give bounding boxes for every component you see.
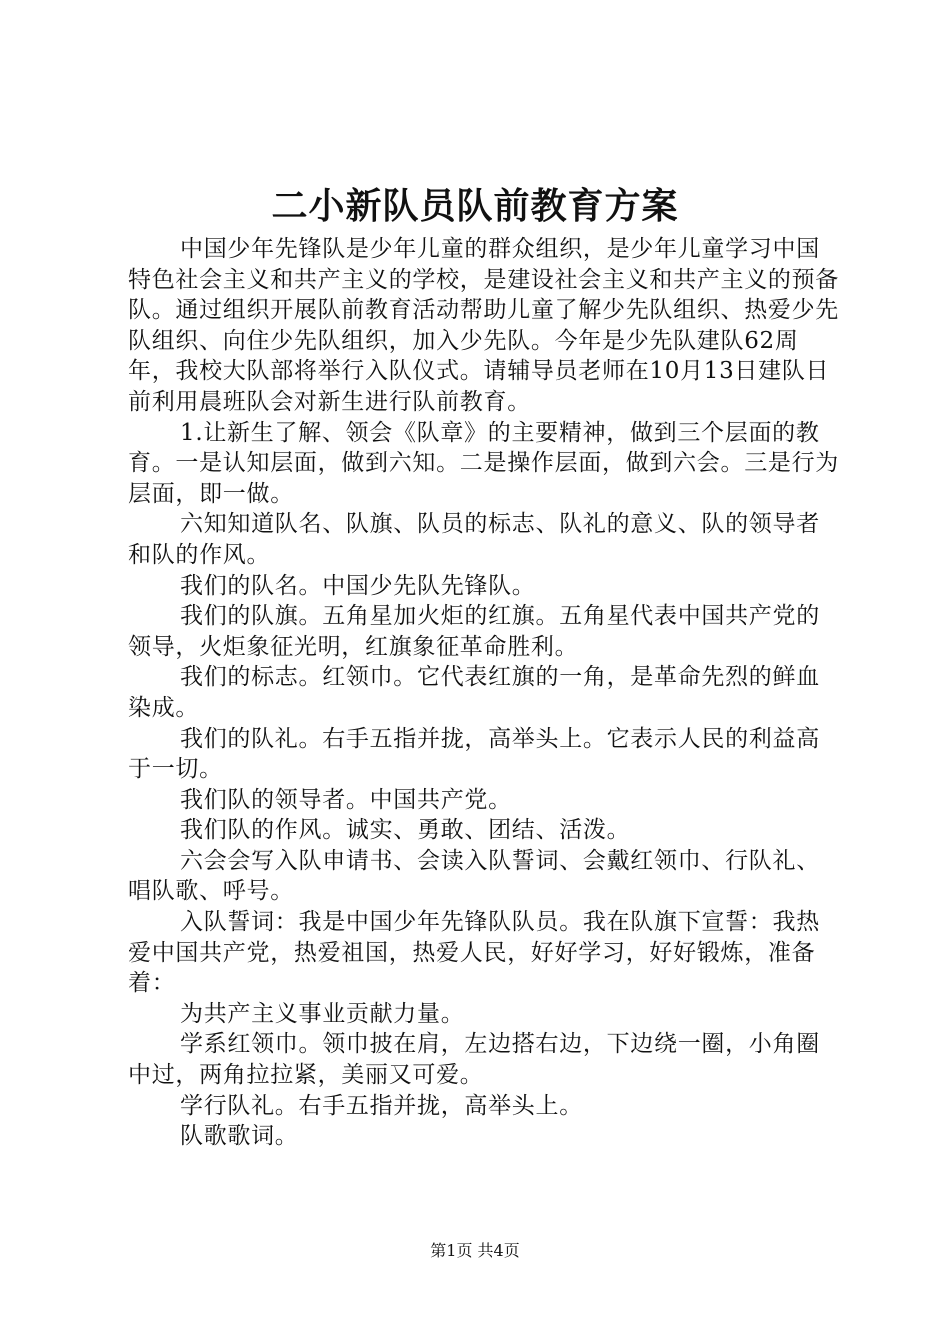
paragraph: 1.让新生了解、领会《队章》的主要精神，做到三个层面的教育。一是认知层面，做到六知。二是操作层面，做到六会。三是行为层面，即一做。 <box>128 419 839 507</box>
document-title: 二小新队员队前教育方案 <box>271 186 679 227</box>
paragraph: 我们队的作风。诚实、勇敢、团结、活泼。 <box>180 817 631 844</box>
paragraph: 入队誓词：我是中国少年先锋队队员。我在队旗下宣誓：我热爱中国共产党，热爱祖国，热爱人民，好好学习，好好锻炼，准备着： <box>128 909 820 997</box>
document-body <box>128 234 840 1152</box>
paragraph: 中国少年先锋队是少年儿童的群众组织，是少年儿童学习中国特色社会主义和共产主义的学校，是建设社会主义和共产主义的预备队。通过组织开展队前教育活动帮助儿童了解少先队组织、热爱少先队组织、向住少先队组织，加入少先队。今年是少先队建队62周年，我校大队部将举行入队仪式。请辅导员老师在10月13日建队日前利用晨班队会对新生进行队前教育。 <box>128 236 839 415</box>
paragraph: 为共产主义事业贡献力量。 <box>180 1000 465 1027</box>
paragraph: 我们队的领导者。中国共产党。 <box>180 786 512 813</box>
paragraph: 我们的队名。中国少先队先锋队。 <box>180 572 536 599</box>
paragraph: 六知知道队名、队旗、队员的标志、队礼的意义、队的领导者和队的作风。 <box>128 511 820 568</box>
paragraph: 学行队礼。右手五指并拢，高举头上。 <box>180 1092 583 1119</box>
paragraph: 我们的队旗。五角星加火炬的红旗。五角星代表中国共产党的领导，火炬象征光明，红旗象征革命胜利。 <box>128 603 820 660</box>
paragraph: 我们的队礼。右手五指并拢，高举头上。它表示人民的利益高于一切。 <box>128 725 820 783</box>
paragraph: 学系红领巾。领巾披在肩，左边搭右边，下边绕一圈，小角圈中过，两角拉拉紧，美丽又可爱。 <box>128 1031 820 1089</box>
paragraph: 队歌歌词。 <box>180 1123 299 1150</box>
paragraph: 六会会写入队申请书、会读入队誓词、会戴红领巾、行队礼、唱队歌、呼号。 <box>128 847 820 905</box>
paragraph: 我们的标志。红领巾。它代表红旗的一角，是革命先烈的鲜血染成。 <box>128 664 820 721</box>
page-number-footer: 第1页 共4页 <box>430 1241 520 1260</box>
